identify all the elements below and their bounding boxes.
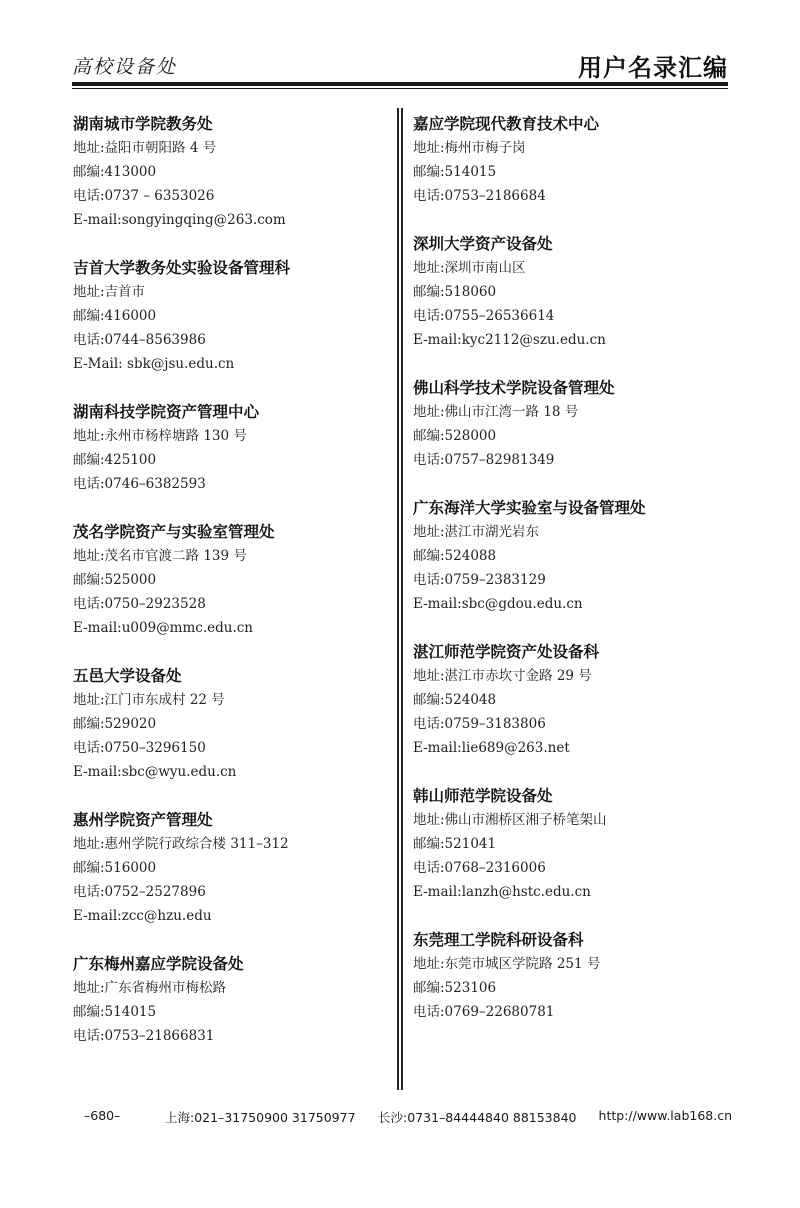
footer-website: http://www.lab168.cn (598, 1108, 732, 1123)
entry-email: E-mail:u009@mmc.edu.cn (73, 620, 253, 636)
entry-postcode: 邮编:523106 (413, 980, 497, 996)
entry-name: 佛山科学技术学院设备管理处 (413, 379, 615, 397)
directory-entry (73, 256, 393, 376)
right-column (413, 112, 733, 1048)
entry-postcode: 邮编:413000 (73, 164, 157, 180)
entry-address: 地址:永州市杨梓塘路 130 号 (73, 428, 247, 444)
entry-address: 地址:梅州市梅子岗 (413, 140, 526, 156)
entry-postcode: 邮编:525000 (73, 572, 157, 588)
directory-entry (413, 376, 733, 472)
directory-entry (413, 784, 733, 904)
entry-phone: 电话:0744–8563986 (73, 332, 206, 348)
entry-postcode: 邮编:528000 (413, 428, 497, 444)
directory-entry (73, 664, 393, 784)
entry-email: E-mail:lanzh@hstc.edu.cn (413, 884, 591, 900)
entry-postcode: 邮编:425100 (73, 452, 157, 468)
entry-name: 湛江师范学院资产处设备科 (413, 643, 600, 661)
entry-name: 吉首大学教务处实验设备管理科 (73, 259, 291, 277)
entry-phone: 电话:0752–2527896 (73, 884, 206, 900)
entry-address: 地址:深圳市南山区 (413, 260, 526, 276)
entry-phone: 电话:0757–82981349 (413, 452, 555, 468)
entry-address: 地址:佛山市江湾一路 18 号 (413, 404, 579, 420)
entry-phone: 电话:0753–2186684 (413, 188, 546, 204)
entry-postcode: 邮编:521041 (413, 836, 497, 852)
entry-postcode: 邮编:518060 (413, 284, 497, 300)
entry-name: 茂名学院资产与实验室管理处 (73, 523, 275, 541)
directory-entry (73, 400, 393, 496)
entry-name: 湖南城市学院教务处 (73, 115, 213, 133)
entry-address: 地址:湛江市赤坎寸金路 29 号 (413, 668, 592, 684)
entry-phone: 电话:0753–21866831 (73, 1028, 215, 1044)
entry-email: E-mail:songyingqing@263.com (73, 212, 286, 228)
column-divider-right (401, 108, 403, 1090)
page-footer (72, 1108, 732, 1130)
entry-phone: 电话:0737 – 6353026 (73, 188, 215, 204)
entry-phone: 电话:0750–3296150 (73, 740, 206, 756)
entry-name: 韩山师范学院设备处 (413, 787, 553, 805)
directory-entry (73, 520, 393, 640)
directory-entry (73, 952, 393, 1048)
entry-name: 东莞理工学院科研设备科 (413, 931, 584, 949)
directory-entry (73, 808, 393, 928)
directory-entry (73, 112, 393, 232)
entry-address: 地址:湛江市湖光岩东 (413, 524, 540, 540)
entry-phone: 电话:0750–2923528 (73, 596, 206, 612)
entry-postcode: 邮编:514015 (413, 164, 497, 180)
entry-address: 地址:东莞市城区学院路 251 号 (413, 956, 601, 972)
header-rule-thick (72, 82, 728, 86)
entry-name: 嘉应学院现代教育技术中心 (413, 115, 600, 133)
entry-address: 地址:惠州学院行政综合楼 311–312 (73, 836, 289, 852)
entry-postcode: 邮编:524048 (413, 692, 497, 708)
page-number: –680– (84, 1108, 121, 1123)
entry-phone: 电话:0755–26536614 (413, 308, 555, 324)
directory-entry (413, 928, 733, 1024)
entry-postcode: 邮编:524088 (413, 548, 497, 564)
directory-entry (413, 232, 733, 352)
entry-postcode: 邮编:516000 (73, 860, 157, 876)
entry-address: 地址:江门市东成村 22 号 (73, 692, 225, 708)
entry-name: 广东海洋大学实验室与设备管理处 (413, 499, 646, 517)
directory-entry (413, 496, 733, 616)
directory-entry (413, 640, 733, 760)
entry-phone: 电话:0759–2383129 (413, 572, 546, 588)
directory-entry (413, 112, 733, 208)
entry-email: E-mail:lie689@263.net (413, 740, 570, 756)
entry-email: E-Mail: sbk@jsu.edu.cn (73, 356, 235, 372)
left-column (73, 112, 393, 1072)
entry-name: 湖南科技学院资产管理中心 (73, 403, 260, 421)
entry-email: E-mail:sbc@gdou.edu.cn (413, 596, 583, 612)
header-book-title: 用户名录汇编 (578, 54, 728, 82)
entry-name: 深圳大学资产设备处 (413, 235, 553, 253)
header-rule-thin (72, 88, 728, 89)
entry-postcode: 邮编:416000 (73, 308, 157, 324)
entry-address: 地址:益阳市朝阳路 4 号 (73, 140, 217, 156)
entry-email: E-mail:kyc2112@szu.edu.cn (413, 332, 606, 348)
entry-name: 惠州学院资产管理处 (73, 811, 213, 829)
entry-name: 五邑大学设备处 (73, 667, 182, 685)
header-section-title: 高校设备处 (72, 56, 178, 78)
entry-address: 地址:吉首市 (73, 284, 146, 300)
entry-phone: 电话:0769–22680781 (413, 1004, 555, 1020)
entry-postcode: 邮编:529020 (73, 716, 157, 732)
entry-phone: 电话:0746–6382593 (73, 476, 206, 492)
entry-phone: 电话:0759–3183806 (413, 716, 546, 732)
entry-name: 广东梅州嘉应学院设备处 (73, 955, 244, 973)
entry-email: E-mail:sbc@wyu.edu.cn (73, 764, 237, 780)
entry-address: 地址:广东省梅州市梅松路 (73, 980, 227, 996)
footer-changsha-phone: 长沙:0731–84444840 88153840 (378, 1110, 577, 1125)
page-header (72, 48, 728, 84)
entry-address: 地址:茂名市官渡二路 139 号 (73, 548, 247, 564)
entry-address: 地址:佛山市湘桥区湘子桥笔架山 (413, 812, 607, 828)
entry-phone: 电话:0768–2316006 (413, 860, 546, 876)
entry-email: E-mail:zcc@hzu.edu (73, 908, 212, 924)
footer-shanghai-phone: 上海:021–31750900 31750977 (165, 1110, 356, 1125)
entry-postcode: 邮编:514015 (73, 1004, 157, 1020)
column-divider-left (397, 108, 399, 1090)
